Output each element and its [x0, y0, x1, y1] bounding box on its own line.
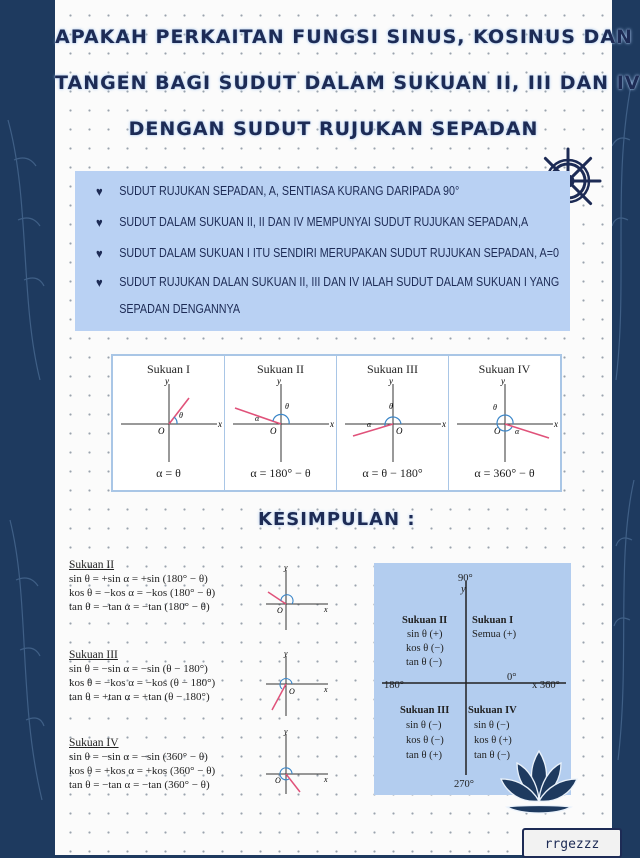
title-line: TANGEN BAGI SUDUT DALAM SUKUAN II, III DAN IV: [55, 72, 640, 94]
note-text: SUDUT RUJUKAN DALAN SUKUAN II, III DAN IV IALAH SUDUT DALAM SUKUAN I YANG: [119, 275, 560, 289]
x-axis-label: x: [330, 419, 334, 429]
summary-heading: Sukuan III: [69, 649, 118, 661]
quadrant-formula: α = θ − 180°: [362, 466, 423, 480]
y-axis-label: y: [389, 376, 393, 386]
sukuan-ii-sin: sin θ (+): [407, 629, 443, 640]
summary-line: tan θ = −tan α = −tan (360° − θ): [69, 779, 210, 791]
alpha-label: α: [255, 414, 260, 423]
heart-icon: ♥: [96, 246, 103, 261]
quadrant-formula: α = θ: [156, 466, 181, 480]
heart-icon: ♥: [96, 184, 103, 199]
x-axis-label: x: [554, 419, 558, 429]
y-axis-label: y: [277, 376, 281, 386]
sukuan-ii-tan: tan θ (−): [406, 657, 443, 668]
page-title: [55, 14, 640, 152]
theta-label: θ: [389, 402, 393, 411]
note-text: SUDUT DALAM SUKUAN I ITU SENDIRI MERUPAKAN SUDUT RUJUKAN SEPADAN, A=0: [119, 246, 559, 260]
summary-line: sin θ = −sin α = −sin (360° − θ): [69, 751, 208, 763]
note-text: SEPADAN DENGANNYA: [119, 302, 241, 316]
sukuan-ii-title: Sukuan II: [402, 615, 448, 626]
quadrant-3-axes: [337, 376, 449, 464]
origin-label: O: [158, 426, 165, 436]
summary-line: kos θ = −kos α = −kos (θ − 180°): [69, 677, 216, 689]
summary-sukuan-ii: [69, 558, 215, 614]
quadrant-title: Sukuan III: [367, 362, 418, 376]
label-180: 180°: [384, 680, 404, 691]
note-text: SUDUT DALAM SUKUAN II, II DAN IV MEMPUNYAI SUDUT RUJUKAN SEPADAN,A: [119, 215, 529, 229]
theta-label: θ: [285, 402, 289, 411]
sukuan-iii-sin: sin θ (−): [406, 720, 442, 731]
sukuan-i-title: Sukuan I: [472, 615, 514, 626]
label-90: 90°: [458, 573, 473, 584]
sukuan-iii-kos: kos θ (−): [406, 735, 444, 746]
y-axis-label: y: [284, 652, 288, 658]
sukuan-iii-tan: tan θ (+): [406, 750, 443, 761]
summary-heading: Sukuan IV: [69, 737, 119, 749]
label-x-360: x 360°: [532, 680, 560, 691]
signature-tag: rrgezzz: [522, 828, 622, 858]
note-text: SUDUT RUJUKAN SEPADAN, A, SENTIASA KURANG DARIPADA 90°: [119, 184, 460, 198]
summary-heading: Sukuan II: [69, 559, 115, 571]
summary-sukuan-iv: [69, 736, 215, 792]
y-axis-label: y: [284, 730, 288, 736]
label-0: 0°: [507, 672, 517, 683]
quadrant-diagram-4: [449, 356, 560, 490]
mini-diagram-sukuan-iv: [262, 730, 332, 796]
summary-line: sin θ = +sin α = +sin (180° − θ): [69, 573, 208, 585]
sukuan-iv-tan: tan θ (−): [474, 750, 511, 761]
x-axis-label: x: [324, 775, 328, 784]
label-y: y: [461, 584, 466, 595]
mini-diagram-sukuan-ii: [262, 566, 332, 632]
x-axis-label: x: [324, 685, 328, 694]
y-axis-label: y: [165, 376, 169, 386]
lotus-icon: [497, 745, 581, 821]
quadrant-title: Sukuan II: [257, 362, 304, 376]
summary-line: kos θ = −kos α = −kos (180° − θ): [69, 587, 216, 599]
sukuan-iv-kos: kos θ (+): [474, 735, 512, 746]
title-line: DENGAN SUDUT RUJUKAN SEPADAN: [128, 118, 539, 140]
mini-diagram-sukuan-iii: [262, 652, 332, 718]
alpha-label: α: [515, 427, 520, 436]
x-axis-label: x: [442, 419, 446, 429]
quadrant-title: Sukuan I: [147, 362, 190, 376]
quadrant-4-axes: [449, 376, 561, 464]
angle-ray: [505, 424, 549, 438]
alpha-label: α: [367, 420, 372, 429]
quadrant-diagram-2: [225, 356, 337, 490]
quadrant-diagrams: [111, 354, 562, 492]
notes-panel: [75, 171, 570, 331]
origin-label: O: [396, 426, 403, 436]
origin-label: O: [494, 426, 501, 436]
summary-line: sin θ = −sin α = −sin (θ − 180°): [69, 663, 208, 675]
sukuan-iv-title: Sukuan IV: [468, 705, 517, 716]
summary-sukuan-iii: [69, 648, 215, 704]
sukuan-iv-sin: sin θ (−): [474, 720, 510, 731]
sukuan-iii-title: Sukuan III: [400, 705, 450, 716]
quadrant-formula: α = 360° − θ: [474, 466, 535, 480]
quadrant-title: Sukuan IV: [478, 362, 531, 376]
quadrant-formula: α = 180° − θ: [250, 466, 311, 480]
quadrant-diagram-3: [337, 356, 449, 490]
quadrant-1-axes: [113, 376, 225, 464]
theta-label: θ: [179, 411, 183, 420]
origin-label: O: [275, 776, 281, 785]
origin-label: O: [270, 426, 277, 436]
summary-line: tan θ = −tan α = −tan (180° − θ): [69, 601, 210, 613]
x-axis-label: x: [218, 419, 222, 429]
angle-ray: [353, 424, 393, 436]
title-line: APAKAH PERKAITAN FUNGSI SINUS, KOSINUS DAN: [55, 26, 633, 48]
heart-icon: ♥: [96, 275, 103, 290]
origin-label: O: [289, 687, 295, 696]
sukuan-i-all: Semua (+): [472, 629, 517, 640]
theta-label: θ: [493, 403, 497, 412]
heart-icon: ♥: [96, 215, 103, 230]
x-axis-label: x: [324, 605, 328, 614]
quadrant-2-axes: [225, 376, 337, 464]
sukuan-ii-kos: kos θ (−): [406, 643, 444, 654]
y-axis-label: y: [284, 566, 288, 572]
label-270: 270°: [454, 779, 474, 790]
y-axis-label: y: [501, 376, 505, 386]
origin-label: O: [277, 606, 283, 615]
summary-line: kos θ = +kos α = +kos (360° − θ): [69, 765, 216, 777]
summary-line: tan θ = +tan α = +tan (θ − 180°): [69, 691, 210, 703]
conclusion-heading: KESIMPULAN :: [258, 509, 416, 530]
quadrant-diagram-1: [113, 356, 225, 490]
